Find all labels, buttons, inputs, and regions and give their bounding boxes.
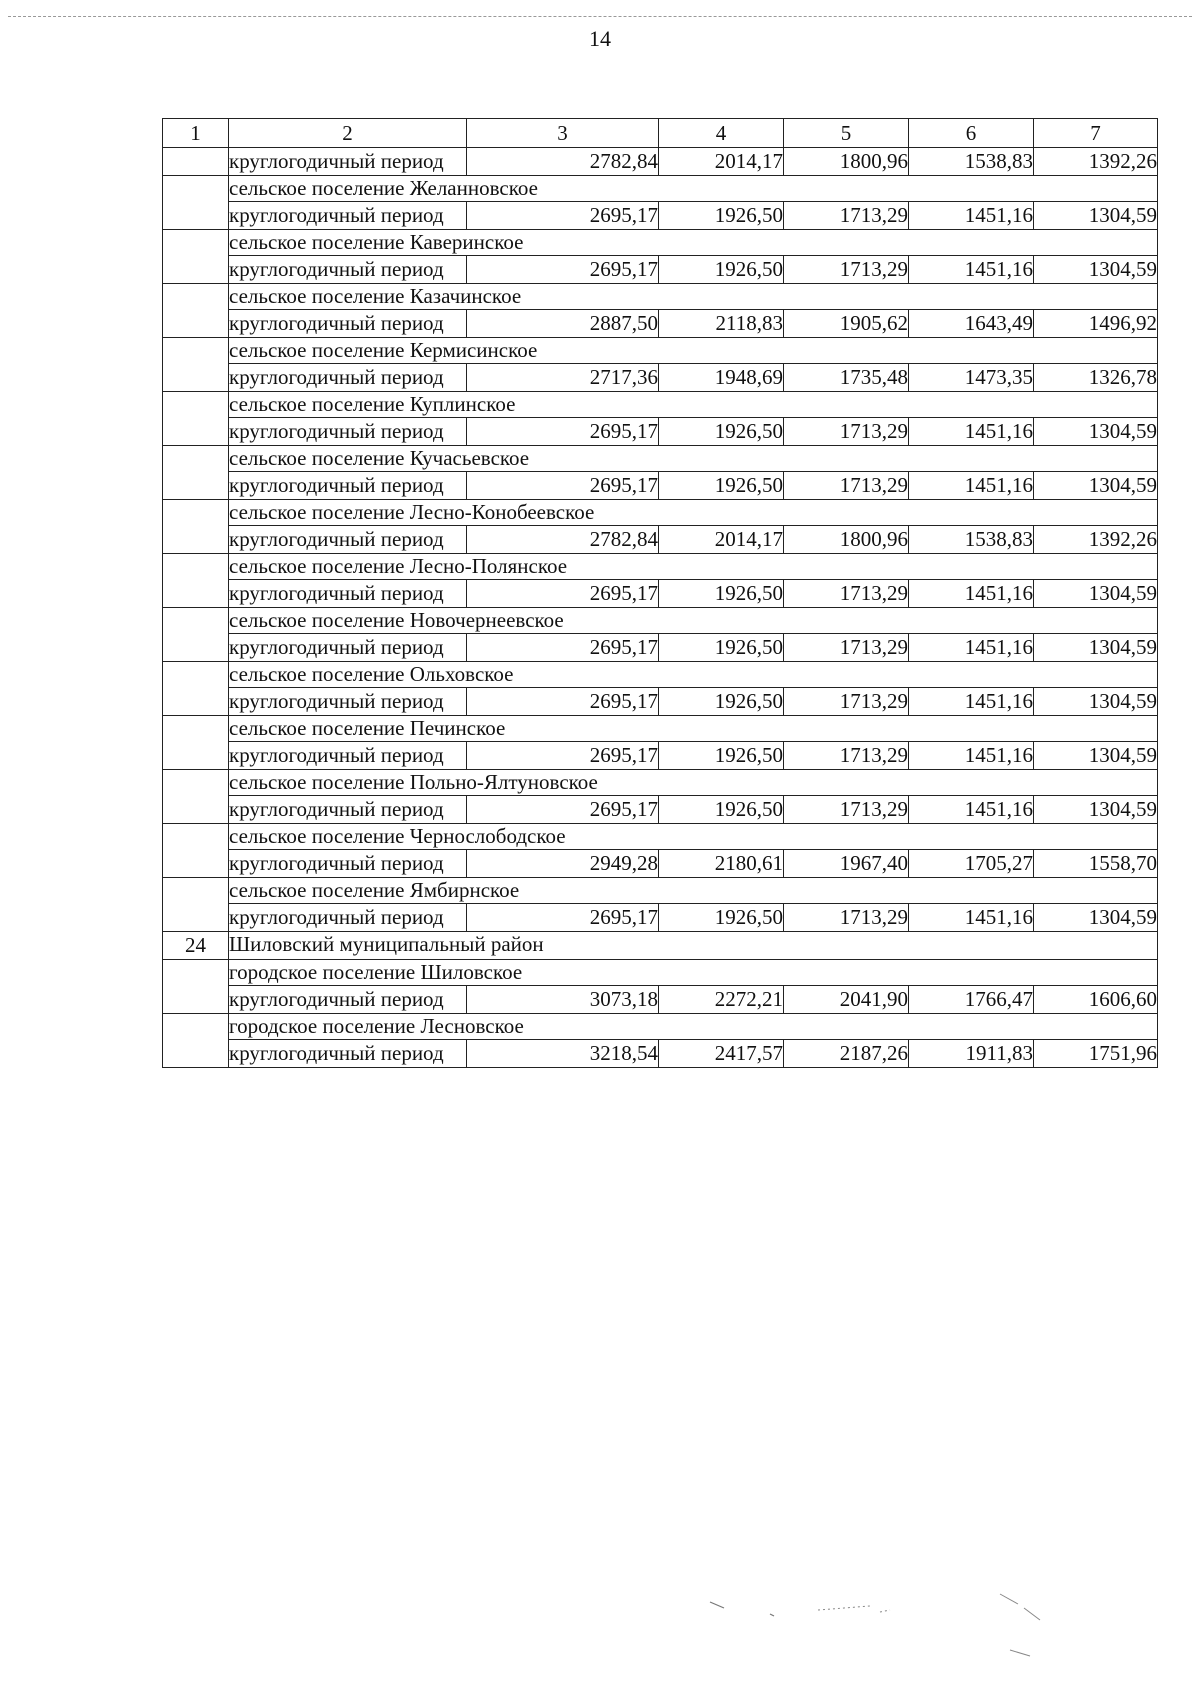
- value-cell: 2180,61: [659, 850, 784, 878]
- value-cell: 1705,27: [909, 850, 1034, 878]
- table-row: [163, 688, 1158, 716]
- col-header: 2: [229, 119, 467, 148]
- value-cell: 2695,17: [467, 256, 659, 284]
- table-row: [163, 796, 1158, 824]
- value-cell: 1451,16: [909, 634, 1034, 662]
- value-cell: 1926,50: [659, 580, 784, 608]
- section-row: [163, 392, 1158, 418]
- scan-artifact-line: [8, 16, 1192, 17]
- value-cell: 1735,48: [784, 364, 909, 392]
- value-cell: 1926,50: [659, 202, 784, 230]
- value-cell: 1713,29: [784, 202, 909, 230]
- value-cell: 1558,70: [1034, 850, 1158, 878]
- value-cell: 1304,59: [1034, 256, 1158, 284]
- value-cell: 1713,29: [784, 418, 909, 446]
- value-cell: 1304,59: [1034, 634, 1158, 662]
- index-cell: [163, 662, 229, 716]
- section-row: [163, 500, 1158, 526]
- section-row: [163, 338, 1158, 364]
- period-label: круглогодичный период: [229, 904, 467, 932]
- section-label: сельское поселение Новочернеевское: [229, 608, 1158, 634]
- value-cell: 2695,17: [467, 904, 659, 932]
- index-cell: [163, 770, 229, 824]
- table-row: [163, 148, 1158, 176]
- index-cell: [163, 1014, 229, 1068]
- value-cell: 2695,17: [467, 418, 659, 446]
- value-cell: 2695,17: [467, 796, 659, 824]
- value-cell: 1926,50: [659, 742, 784, 770]
- col-header: 6: [909, 119, 1034, 148]
- value-cell: 1713,29: [784, 904, 909, 932]
- index-cell: [163, 148, 229, 176]
- value-cell: 2695,17: [467, 742, 659, 770]
- value-cell: 1392,26: [1034, 148, 1158, 176]
- period-label: круглогодичный период: [229, 742, 467, 770]
- value-cell: 2187,26: [784, 1040, 909, 1068]
- value-cell: 1304,59: [1034, 418, 1158, 446]
- district-number: 24: [163, 932, 229, 960]
- value-cell: 1451,16: [909, 472, 1034, 500]
- table-row: [163, 202, 1158, 230]
- period-label: круглогодичный период: [229, 472, 467, 500]
- table-row: [163, 472, 1158, 500]
- value-cell: 1496,92: [1034, 310, 1158, 338]
- section-label: сельское поселение Ольховское: [229, 662, 1158, 688]
- col-header: 7: [1034, 119, 1158, 148]
- value-cell: 1967,40: [784, 850, 909, 878]
- period-label: круглогодичный период: [229, 418, 467, 446]
- value-cell: 1304,59: [1034, 742, 1158, 770]
- value-cell: 2887,50: [467, 310, 659, 338]
- value-cell: 1451,16: [909, 688, 1034, 716]
- col-header: 4: [659, 119, 784, 148]
- section-row: [163, 878, 1158, 904]
- section-row: [163, 960, 1158, 986]
- value-cell: 1451,16: [909, 796, 1034, 824]
- value-cell: 1926,50: [659, 796, 784, 824]
- value-cell: 1304,59: [1034, 688, 1158, 716]
- table-row: [163, 310, 1158, 338]
- section-label: городское поселение Лесновское: [229, 1014, 1158, 1040]
- value-cell: 1766,47: [909, 986, 1034, 1014]
- value-cell: 1948,69: [659, 364, 784, 392]
- index-cell: [163, 554, 229, 608]
- value-cell: 1326,78: [1034, 364, 1158, 392]
- index-cell: [163, 824, 229, 878]
- value-cell: 1713,29: [784, 580, 909, 608]
- value-cell: 1800,96: [784, 148, 909, 176]
- value-cell: 1926,50: [659, 634, 784, 662]
- col-header: 1: [163, 119, 229, 148]
- section-row: [163, 1014, 1158, 1040]
- value-cell: 1713,29: [784, 472, 909, 500]
- value-cell: 3073,18: [467, 986, 659, 1014]
- value-cell: 2014,17: [659, 526, 784, 554]
- section-label: сельское поселение Чернослободское: [229, 824, 1158, 850]
- section-label: сельское поселение Польно-Ялтуновское: [229, 770, 1158, 796]
- index-cell: [163, 608, 229, 662]
- period-label: круглогодичный период: [229, 850, 467, 878]
- period-label: круглогодичный период: [229, 580, 467, 608]
- value-cell: 1643,49: [909, 310, 1034, 338]
- value-cell: 1713,29: [784, 796, 909, 824]
- value-cell: 1392,26: [1034, 526, 1158, 554]
- value-cell: 3218,54: [467, 1040, 659, 1068]
- value-cell: 1538,83: [909, 148, 1034, 176]
- period-label: круглогодичный период: [229, 202, 467, 230]
- page-number: 14: [589, 26, 611, 51]
- value-cell: 1926,50: [659, 256, 784, 284]
- district-label: Шиловский муниципальный район: [229, 932, 1158, 960]
- index-cell: [163, 176, 229, 230]
- period-label: круглогодичный период: [229, 796, 467, 824]
- value-cell: 1451,16: [909, 904, 1034, 932]
- section-label: сельское поселение Каверинское: [229, 230, 1158, 256]
- period-label: круглогодичный период: [229, 634, 467, 662]
- section-row: [163, 446, 1158, 472]
- value-cell: 2695,17: [467, 472, 659, 500]
- value-cell: 1713,29: [784, 742, 909, 770]
- value-cell: 2118,83: [659, 310, 784, 338]
- index-cell: [163, 446, 229, 500]
- value-cell: 1713,29: [784, 634, 909, 662]
- table-row: [163, 986, 1158, 1014]
- value-cell: 1606,60: [1034, 986, 1158, 1014]
- value-cell: 2782,84: [467, 148, 659, 176]
- section-label: сельское поселение Лесно-Полянское: [229, 554, 1158, 580]
- index-cell: [163, 230, 229, 284]
- value-cell: 1800,96: [784, 526, 909, 554]
- value-cell: 1451,16: [909, 202, 1034, 230]
- value-cell: 1304,59: [1034, 904, 1158, 932]
- value-cell: 1926,50: [659, 418, 784, 446]
- table-row: [163, 418, 1158, 446]
- index-cell: [163, 500, 229, 554]
- table-row: [163, 850, 1158, 878]
- value-cell: 1304,59: [1034, 580, 1158, 608]
- section-label: сельское поселение Печинское: [229, 716, 1158, 742]
- period-label: круглогодичный период: [229, 256, 467, 284]
- value-cell: 2695,17: [467, 688, 659, 716]
- section-row: [163, 554, 1158, 580]
- value-cell: 2272,21: [659, 986, 784, 1014]
- section-row: [163, 770, 1158, 796]
- value-cell: 1713,29: [784, 688, 909, 716]
- district-row: [163, 932, 1158, 960]
- header-row: [163, 119, 1158, 148]
- value-cell: 1451,16: [909, 256, 1034, 284]
- value-cell: 1473,35: [909, 364, 1034, 392]
- value-cell: 2695,17: [467, 202, 659, 230]
- value-cell: 1451,16: [909, 580, 1034, 608]
- value-cell: 1926,50: [659, 688, 784, 716]
- value-cell: 2014,17: [659, 148, 784, 176]
- value-cell: 1451,16: [909, 742, 1034, 770]
- period-label: круглогодичный период: [229, 1040, 467, 1068]
- table-row: [163, 364, 1158, 392]
- table-row: [163, 634, 1158, 662]
- value-cell: 2695,17: [467, 580, 659, 608]
- section-label: сельское поселение Кучасьевское: [229, 446, 1158, 472]
- table-row: [163, 1040, 1158, 1068]
- section-label: сельское поселение Казачинское: [229, 284, 1158, 310]
- value-cell: 1304,59: [1034, 202, 1158, 230]
- value-cell: 1304,59: [1034, 472, 1158, 500]
- col-header: 5: [784, 119, 909, 148]
- section-row: [163, 608, 1158, 634]
- scan-noise-marks: [700, 1590, 1140, 1670]
- value-cell: 1451,16: [909, 418, 1034, 446]
- value-cell: 1304,59: [1034, 796, 1158, 824]
- section-row: [163, 824, 1158, 850]
- tariff-table: [162, 118, 1158, 1068]
- section-label: городское поселение Шиловское: [229, 960, 1158, 986]
- period-label: круглогодичный период: [229, 310, 467, 338]
- value-cell: 1905,62: [784, 310, 909, 338]
- section-label: сельское поселение Желанновское: [229, 176, 1158, 202]
- value-cell: 1713,29: [784, 256, 909, 284]
- value-cell: 1926,50: [659, 904, 784, 932]
- index-cell: [163, 392, 229, 446]
- table-row: [163, 742, 1158, 770]
- table-row: [163, 526, 1158, 554]
- value-cell: 2695,17: [467, 634, 659, 662]
- table-row: [163, 580, 1158, 608]
- value-cell: 2782,84: [467, 526, 659, 554]
- value-cell: 2949,28: [467, 850, 659, 878]
- index-cell: [163, 716, 229, 770]
- section-label: сельское поселение Кермисинское: [229, 338, 1158, 364]
- value-cell: 1538,83: [909, 526, 1034, 554]
- section-row: [163, 284, 1158, 310]
- table-row: [163, 904, 1158, 932]
- section-row: [163, 662, 1158, 688]
- section-label: сельское поселение Лесно-Конобеевское: [229, 500, 1158, 526]
- index-cell: [163, 338, 229, 392]
- period-label: круглогодичный период: [229, 148, 467, 176]
- section-row: [163, 230, 1158, 256]
- index-cell: [163, 960, 229, 1014]
- table-row: [163, 256, 1158, 284]
- value-cell: 2041,90: [784, 986, 909, 1014]
- value-cell: 2417,57: [659, 1040, 784, 1068]
- value-cell: 2717,36: [467, 364, 659, 392]
- value-cell: 1751,96: [1034, 1040, 1158, 1068]
- index-cell: [163, 878, 229, 932]
- period-label: круглогодичный период: [229, 364, 467, 392]
- value-cell: 1926,50: [659, 472, 784, 500]
- section-label: сельское поселение Куплинское: [229, 392, 1158, 418]
- section-row: [163, 176, 1158, 202]
- period-label: круглогодичный период: [229, 986, 467, 1014]
- section-row: [163, 716, 1158, 742]
- index-cell: [163, 284, 229, 338]
- section-label: сельское поселение Ямбирнское: [229, 878, 1158, 904]
- period-label: круглогодичный период: [229, 526, 467, 554]
- period-label: круглогодичный период: [229, 688, 467, 716]
- col-header: 3: [467, 119, 659, 148]
- value-cell: 1911,83: [909, 1040, 1034, 1068]
